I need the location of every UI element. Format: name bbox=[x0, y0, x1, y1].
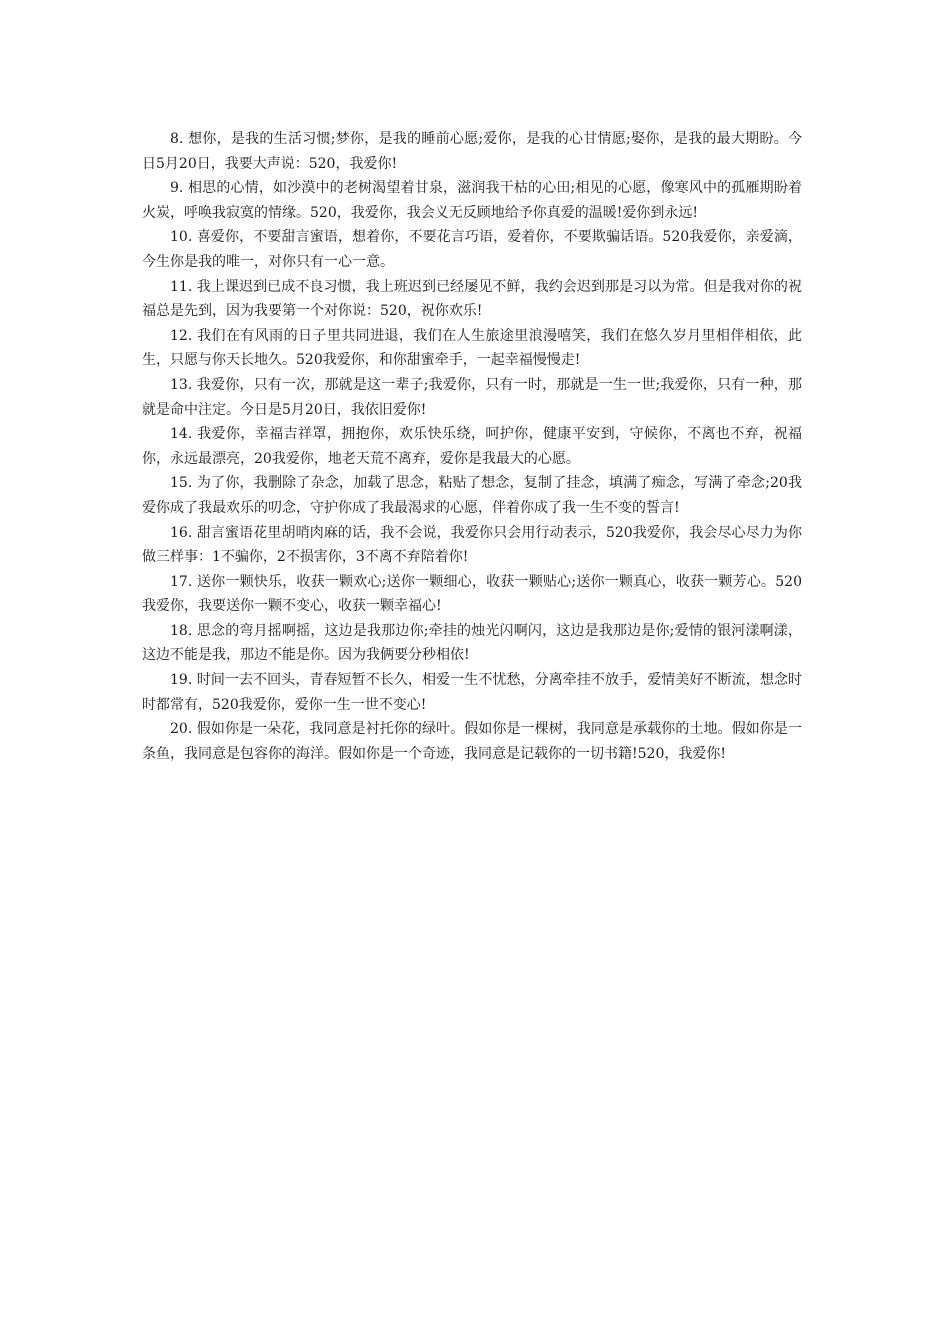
document-body bbox=[142, 127, 802, 766]
paragraph-9: 9. 相思的心情，如沙漠中的老树渴望着甘泉，滋润我干枯的心田;相见的心愿，像寒风中的孤雁期盼着火炭，呼唤我寂寞的情缘。520，我爱你，我会义无反顾地给予你真爱的温暖!爱你到永远! bbox=[142, 180, 802, 221]
paragraph-15: 15. 为了你，我删除了杂念，加载了思念，粘贴了想念，复制了挂念，填满了痴念，写满了牵念;20我爱你成了我最欢乐的叨念，守护你成了我最渴求的心愿，伴着你成了我一生不变的誓言! bbox=[142, 475, 802, 516]
paragraph-10: 10. 喜爱你，不要甜言蜜语，想着你，不要花言巧语，爱着你，不要欺骗话语。520我爱你，亲爱滴，今生你是我的唯一，对你只有一心一意。 bbox=[142, 229, 802, 270]
paragraph-19: 19. 时间一去不回头，青春短暂不长久，相爱一生不忧愁，分离牵挂不放手，爱情美好不断流，想念时时都常有，520我爱你，爱你一生一世不变心! bbox=[142, 672, 802, 713]
paragraph-11: 11. 我上课迟到已成不良习惯，我上班迟到已经屡见不鲜，我约会迟到那是习以为常。但是我对你的祝福总是先到，因为我要第一个对你说：520，祝你欢乐! bbox=[142, 278, 802, 320]
paragraph-13: 13. 我爱你，只有一次，那就是这一辈子;我爱你，只有一时，那就是一生一世;我爱你，只有一种，那就是命中注定。今日是5月20日，我依旧爱你! bbox=[142, 376, 802, 418]
paragraph-20: 20. 假如你是一朵花，我同意是衬托你的绿叶。假如你是一棵树，我同意是承载你的土地。假如你是一条鱼，我同意是包容你的海洋。假如你是一个奇迹，我同意是记载你的一切书籍!520，我爱你! bbox=[142, 721, 802, 762]
paragraph-17: 17. 送你一颗快乐，收获一颗欢心;送你一颗细心，收获一颗贴心;送你一颗真心，收获一颗芳心。520我爱你，我要送你一颗不变心，收获一颗幸福心! bbox=[142, 573, 802, 615]
paragraph-12: 12. 我们在有风雨的日子里共同进退，我们在人生旅途里浪漫嘻笑，我们在悠久岁月里相伴相依，此生，只愿与你天长地久。520我爱你，和你甜蜜牵手，一起幸福慢慢走! bbox=[142, 327, 802, 369]
paragraph-16: 16. 甜言蜜语花里胡哨肉麻的话，我不会说，我爱你只会用行动表示，520我爱你，我会尽心尽力为你做三样事：1不骗你，2不损害你，3不离不弃陪着你! bbox=[142, 524, 802, 566]
paragraph-8: 8. 想你，是我的生活习惯;梦你，是我的睡前心愿;爱你，是我的心甘情愿;娶你，是我的最大期盼。今日5月20日，我要大声说：520，我爱你! bbox=[142, 131, 802, 172]
paragraph-14: 14. 我爱你，幸福吉祥罩，拥抱你，欢乐快乐绕，呵护你，健康平安到，守候你，不离也不弃，祝福你，永远最漂亮，20我爱你，地老天荒不离弃，爱你是我最大的心愿。 bbox=[142, 426, 802, 467]
paragraph-18: 18. 思念的弯月摇啊摇，这边是我那边你;牵挂的烛光闪啊闪，这边是我那边是你;爱情的银河漾啊漾，这边不能是我，那边不能是你。因为我俩要分秒相依! bbox=[142, 622, 802, 664]
